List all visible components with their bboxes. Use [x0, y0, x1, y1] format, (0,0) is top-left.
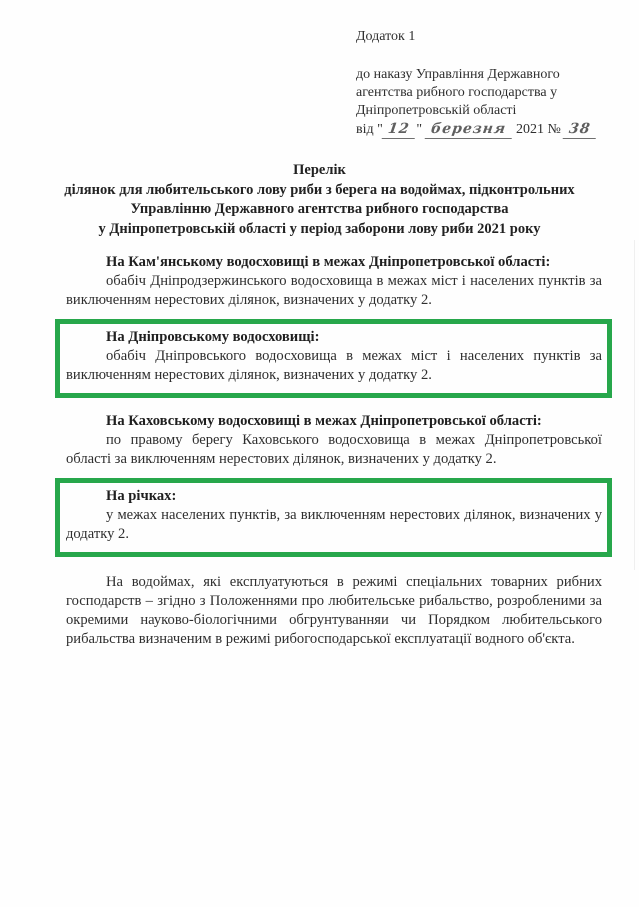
handwritten-order-number: 38	[563, 120, 599, 139]
date-year-label: 2021 №	[516, 122, 561, 137]
handwritten-day: 12	[382, 120, 418, 139]
appendix-header	[356, 0, 616, 139]
title-line: ділянок для любительського лову риби з берега на водоймах, підконтрольних	[64, 181, 575, 198]
appendix-label: Додаток 1	[356, 29, 416, 44]
section-dniprovske	[66, 328, 602, 385]
section-text: по правому берегу Каховського водосховища в межах Дніпропетровської області за виключенням нерестових ділянок, визначених у додатку 2.	[66, 432, 602, 467]
section-heading: На річках:	[106, 488, 177, 504]
document-body	[66, 253, 602, 649]
green-highlight-box	[55, 319, 612, 398]
order-reference-line: агентства рибного господарства у	[356, 85, 558, 100]
title-line: Управлінню Державного агентства рибного господарства	[130, 201, 509, 217]
section-kamianske	[66, 253, 602, 310]
title-line: Перелік	[293, 162, 346, 178]
document-title	[0, 161, 639, 239]
section-rivers	[66, 487, 602, 544]
title-line: у Дніпропетровській області у період заборони лову риби 2021 року	[98, 220, 541, 237]
order-date-line	[356, 120, 616, 139]
section-heading: На Каховському водосховищі в межах Дніпропетровської області:	[106, 413, 542, 429]
section-heading: На Кам'янському водосховищі в межах Дніпропетровської області:	[106, 254, 551, 270]
green-highlight-box	[55, 478, 612, 557]
closing-paragraph: На водоймах, які експлуатуються в режимі спеціальних товарних рибних господарств – згідно з Положеннями про любительське рибальство, розробленими за окремими науково-біологічними обгрунтуванняи чи Порядком любительського рибальства визначеним в режимі рибогосподарської експлуатації водного об'єкта.	[66, 574, 602, 647]
order-reference-line: до наказу Управління Державного	[356, 67, 560, 82]
date-prefix: від "	[356, 122, 383, 137]
section-text: обабіч Дніпродзержинського водосховища в межах міст і населених пунктів за виключенням нерестових ділянок, визначених у додатку 2.	[66, 273, 602, 308]
order-reference-line: Дніпропетровській області	[356, 103, 517, 118]
section-text: обабіч Дніпровського водосховища в межах міст і населених пунктів за виключенням нерестових ділянок, визначених у додатку 2.	[66, 348, 602, 383]
date-mid: "	[416, 122, 423, 137]
section-heading: На Дніпровському водосховищі:	[106, 329, 320, 345]
handwritten-month: березня	[424, 120, 514, 139]
section-text: у межах населених пунктів, за виключенням нерестових ділянок, визначених у додатку 2.	[66, 507, 602, 542]
section-kakhovske	[66, 412, 602, 469]
